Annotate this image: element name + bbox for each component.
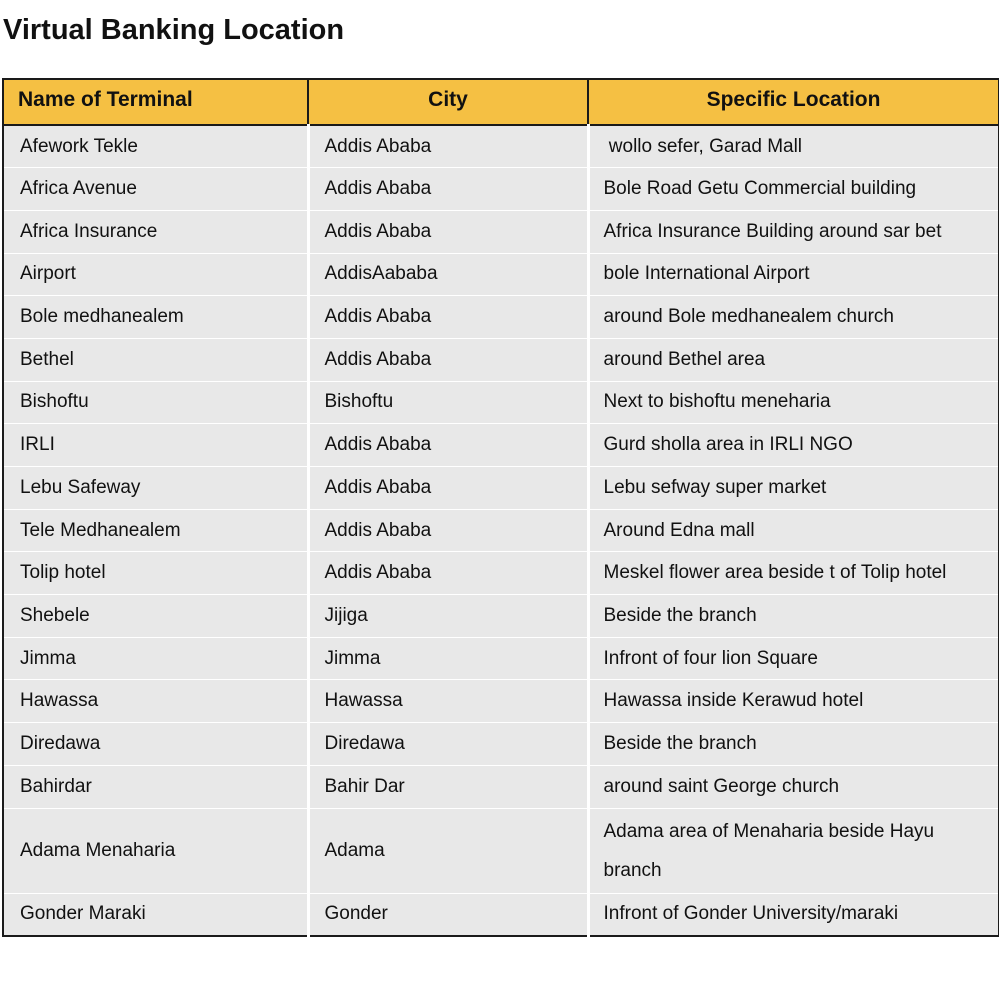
specific-location-cell: bole International Airport	[588, 253, 999, 296]
specific-location-cell: Infront of four lion Square	[588, 637, 999, 680]
city-cell: Bahir Dar	[308, 765, 588, 808]
city-cell: Gonder	[308, 893, 588, 936]
table-row	[3, 637, 999, 680]
city-cell: Addis Ababa	[308, 210, 588, 253]
table-row	[3, 509, 999, 552]
table-row	[3, 893, 999, 936]
table-row	[3, 552, 999, 595]
city-cell: Addis Ababa	[308, 509, 588, 552]
city-cell: Jimma	[308, 637, 588, 680]
specific-location-cell: Africa Insurance Building around sar bet	[588, 210, 999, 253]
table-row	[3, 808, 999, 893]
city-cell: Diredawa	[308, 723, 588, 766]
city-cell: Addis Ababa	[308, 338, 588, 381]
specific-location-cell: Next to bishoftu meneharia	[588, 381, 999, 424]
terminal-name-cell: Africa Insurance	[3, 210, 308, 253]
specific-location-cell: Lebu sefway super market	[588, 467, 999, 510]
specific-location-cell: Infront of Gonder University/maraki	[588, 893, 999, 936]
terminal-name-cell: Bethel	[3, 338, 308, 381]
locations-table-container	[2, 78, 998, 937]
table-row	[3, 210, 999, 253]
terminal-name-cell: Adama Menaharia	[3, 808, 308, 893]
city-cell: Adama	[308, 808, 588, 893]
specific-location-cell: around Bole medhanealem church	[588, 296, 999, 339]
page-title: Virtual Banking Location	[3, 14, 345, 46]
specific-location-cell: Meskel flower area beside t of Tolip hotel	[588, 552, 999, 595]
terminal-name-cell: IRLI	[3, 424, 308, 467]
terminal-name-cell: Bahirdar	[3, 765, 308, 808]
city-cell: Jijiga	[308, 595, 588, 638]
terminal-name-cell: Jimma	[3, 637, 308, 680]
table-row	[3, 467, 999, 510]
column-header-city: City	[308, 79, 588, 125]
city-cell: Addis Ababa	[308, 296, 588, 339]
table-row	[3, 338, 999, 381]
table-row	[3, 125, 999, 168]
specific-location-cell: around saint George church	[588, 765, 999, 808]
table-header-row	[3, 79, 999, 125]
city-cell: Addis Ababa	[308, 467, 588, 510]
city-cell: AddisAababa	[308, 253, 588, 296]
table-row	[3, 424, 999, 467]
table-row	[3, 168, 999, 211]
terminal-name-cell: Tele Medhanealem	[3, 509, 308, 552]
table-row	[3, 680, 999, 723]
terminal-name-cell: Shebele	[3, 595, 308, 638]
terminal-name-cell: Airport	[3, 253, 308, 296]
terminal-name-cell: Hawassa	[3, 680, 308, 723]
column-header-name-of-terminal: Name of Terminal	[3, 79, 308, 125]
city-cell: Addis Ababa	[308, 424, 588, 467]
table-row	[3, 765, 999, 808]
specific-location-cell: Bole Road Getu Commercial building	[588, 168, 999, 211]
terminal-name-cell: Lebu Safeway	[3, 467, 308, 510]
table-row	[3, 296, 999, 339]
specific-location-cell: Adama area of Menaharia beside Hayu branch	[588, 808, 999, 893]
specific-location-cell: Beside the branch	[588, 723, 999, 766]
table-row	[3, 381, 999, 424]
table-row	[3, 253, 999, 296]
specific-location-cell: wollo sefer, Garad Mall	[588, 125, 999, 168]
terminal-name-cell: Tolip hotel	[3, 552, 308, 595]
terminal-name-cell: Gonder Maraki	[3, 893, 308, 936]
city-cell: Addis Ababa	[308, 552, 588, 595]
table-row	[3, 595, 999, 638]
terminal-name-cell: Bishoftu	[3, 381, 308, 424]
city-cell: Bishoftu	[308, 381, 588, 424]
terminal-name-cell: Africa Avenue	[3, 168, 308, 211]
city-cell: Addis Ababa	[308, 125, 588, 168]
column-header-specific-location: Specific Location	[588, 79, 999, 125]
terminal-name-cell: Diredawa	[3, 723, 308, 766]
table-row	[3, 723, 999, 766]
virtual-banking-locations-table	[2, 78, 999, 937]
specific-location-cell: Hawassa inside Kerawud hotel	[588, 680, 999, 723]
specific-location-cell: Beside the branch	[588, 595, 999, 638]
city-cell: Addis Ababa	[308, 168, 588, 211]
terminal-name-cell: Afework Tekle	[3, 125, 308, 168]
specific-location-cell: Gurd sholla area in IRLI NGO	[588, 424, 999, 467]
terminal-name-cell: Bole medhanealem	[3, 296, 308, 339]
city-cell: Hawassa	[308, 680, 588, 723]
specific-location-cell: around Bethel area	[588, 338, 999, 381]
specific-location-cell: Around Edna mall	[588, 509, 999, 552]
